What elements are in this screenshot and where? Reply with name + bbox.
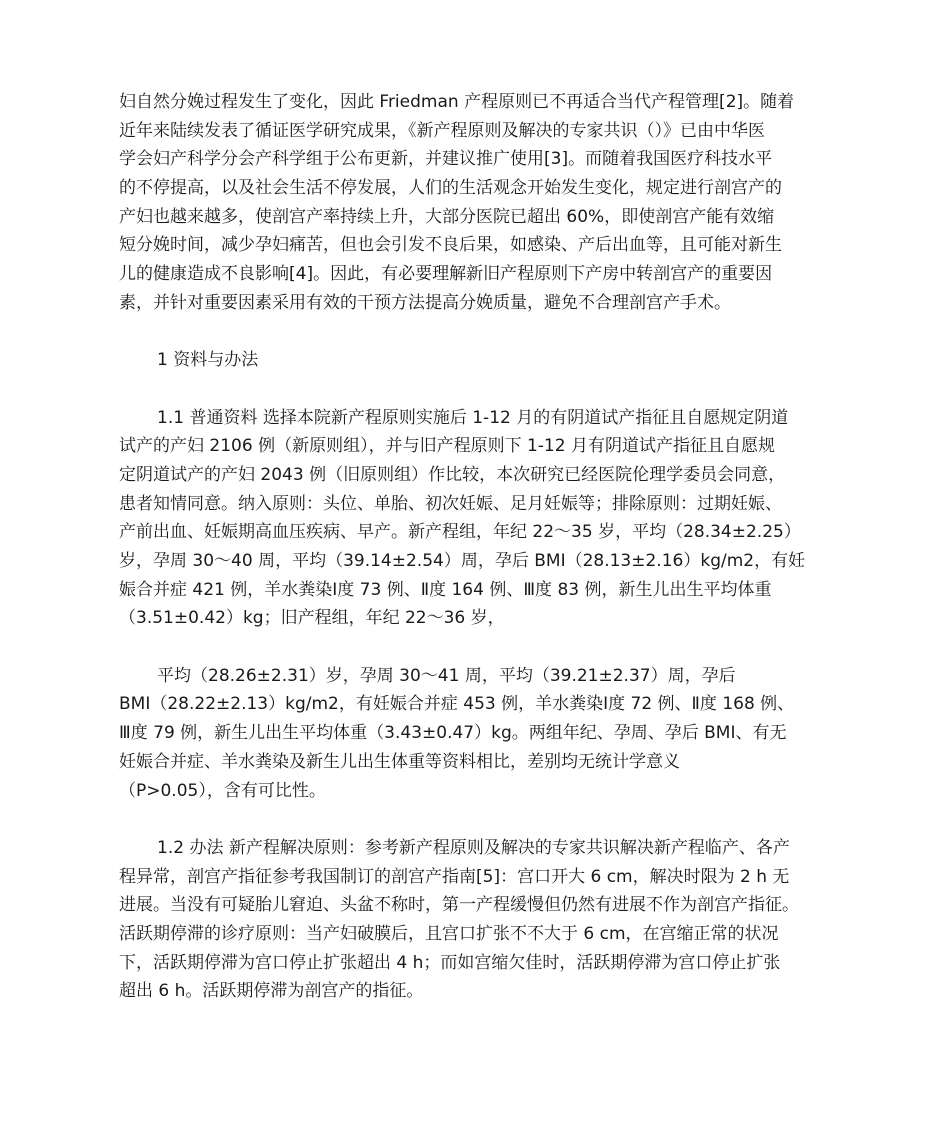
- section-1-2-paragraph: [119, 834, 839, 1006]
- section-1-1-paragraph: [119, 404, 839, 634]
- intro-paragraph: [119, 88, 839, 318]
- text-line: 妊娠合并症、羊水粪染及新生儿出生体重等资料相比，差别均无统计学意义: [119, 751, 680, 772]
- text-line: 的不停提高，以及社会生活不停发展，人们的生活观念开始发生变化，规定进行剖宫产的: [119, 178, 782, 199]
- text-line: BMI（28.22±2.13）kg/m2，有妊娠合并症 453 例，羊水粪染Ⅰ度 72 例、Ⅱ度 168 例、: [119, 694, 795, 715]
- text-line: 产妇也越来越多，使剖宫产率持续上升，大部分医院已超出 60%，即使剖宫产能有效缩: [119, 206, 775, 227]
- paragraph-gap: [119, 375, 839, 404]
- text-line: 进展。当没有可疑胎儿窘迫、头盆不称时，第一产程缓慢但仍然有进展不作为剖宫产指征。: [119, 895, 799, 916]
- document-page: [119, 88, 839, 1006]
- section-1-1-continuation: [119, 662, 839, 805]
- text-line: Ⅲ度 79 例，新生儿出生平均体重（3.43±0.47）kg。两组年纪、孕周、孕后 BMI、有无: [119, 723, 787, 744]
- text-line: 1.2 办法 新产程解决原则：参考新产程原则及解决的专家共识解决新产程临产、各产: [157, 837, 790, 858]
- text-line: 妇自然分娩过程发生了变化，因此 Friedman 产程原则已不再适合当代产程管理[2]。随着: [119, 92, 795, 112]
- text-line: 定阴道试产的产妇 2043 例（旧原则组）作比较，本次研究已经医院伦理学委员会同意，: [119, 464, 786, 485]
- text-line: 学会妇产科学分会产科学组于公布更新，并建议推广使用[3]。而随着我国医疗科技水平: [119, 149, 773, 170]
- text-line: 产前出血、妊娠期高血压疾病、早产。新产程组，年纪 22～35 岁，平均（28.34±2.25）: [119, 522, 801, 543]
- text-line: 儿的健康造成不良影响[4]。因此，有必要理解新旧产程原则下产房中转剖宫产的重要因: [119, 264, 773, 285]
- text-line: 1.1 普通资料 选择本院新产程原则实施后 1-12 月的有阴道试产指征且自愿规定阴道: [157, 407, 789, 428]
- text-line: 程异常，剖宫产指征参考我国制订的剖宫产指南[5]：宫口开大 6 cm，解决时限为 2 h 无: [119, 866, 790, 887]
- text-line: 活跃期停滞的诊疗原则：当产妇破膜后，且宫口扩张不不大于 6 cm，在宫缩正常的状况: [119, 923, 779, 944]
- text-line: 患者知情同意。纳入原则：头位、单胎、初次妊娠、足月妊娠等；排除原则：过期妊娠、: [119, 493, 782, 514]
- text-line: 短分娩时间，减少孕妇痛苦，但也会引发不良后果，如感染、产后出血等，且可能对新生: [119, 235, 782, 256]
- text-line: 超出 6 h。活跃期停滞为剖宫产的指征。: [119, 981, 424, 1002]
- section-heading: [119, 346, 839, 375]
- section-heading-text: 1 资料与办法: [157, 350, 259, 371]
- text-line: 近年来陆续发表了循证医学研究成果，《新产程原则及解决的专家共识（）》已由中华医: [119, 120, 765, 141]
- text-line: 素，并针对重要因素采用有效的干预方法提高分娩质量，避免不合理剖宫产手术。: [119, 292, 731, 313]
- paragraph-gap: [119, 805, 839, 834]
- paragraph-gap: [119, 633, 839, 662]
- text-line: 下，活跃期停滞为宫口停止扩张超出 4 h；而如宫缩欠佳时，活跃期停滞为宫口停止扩张: [119, 952, 781, 973]
- text-line: 娠合并症 421 例，羊水粪染Ⅰ度 73 例、Ⅱ度 164 例、Ⅲ度 83 例，新生儿出生平均体重: [119, 579, 772, 600]
- text-line: 试产的产妇 2106 例（新原则组），并与旧产程原则下 1-12 月有阴道试产指征且自愿规: [119, 436, 775, 457]
- text-line: （P>0.05），含有可比性。: [119, 780, 326, 801]
- paragraph-gap: [119, 318, 839, 347]
- text-line: （3.51±0.42）kg；旧产程组，年纪 22～36 岁，: [119, 608, 505, 629]
- text-line: 平均（28.26±2.31）岁，孕周 30～41 周，平均（39.21±2.37）周，孕后: [157, 665, 736, 686]
- text-line: 岁，孕周 30～40 周，平均（39.14±2.54）周，孕后 BMI（28.13±2.16）kg/m2，有妊: [119, 551, 806, 571]
